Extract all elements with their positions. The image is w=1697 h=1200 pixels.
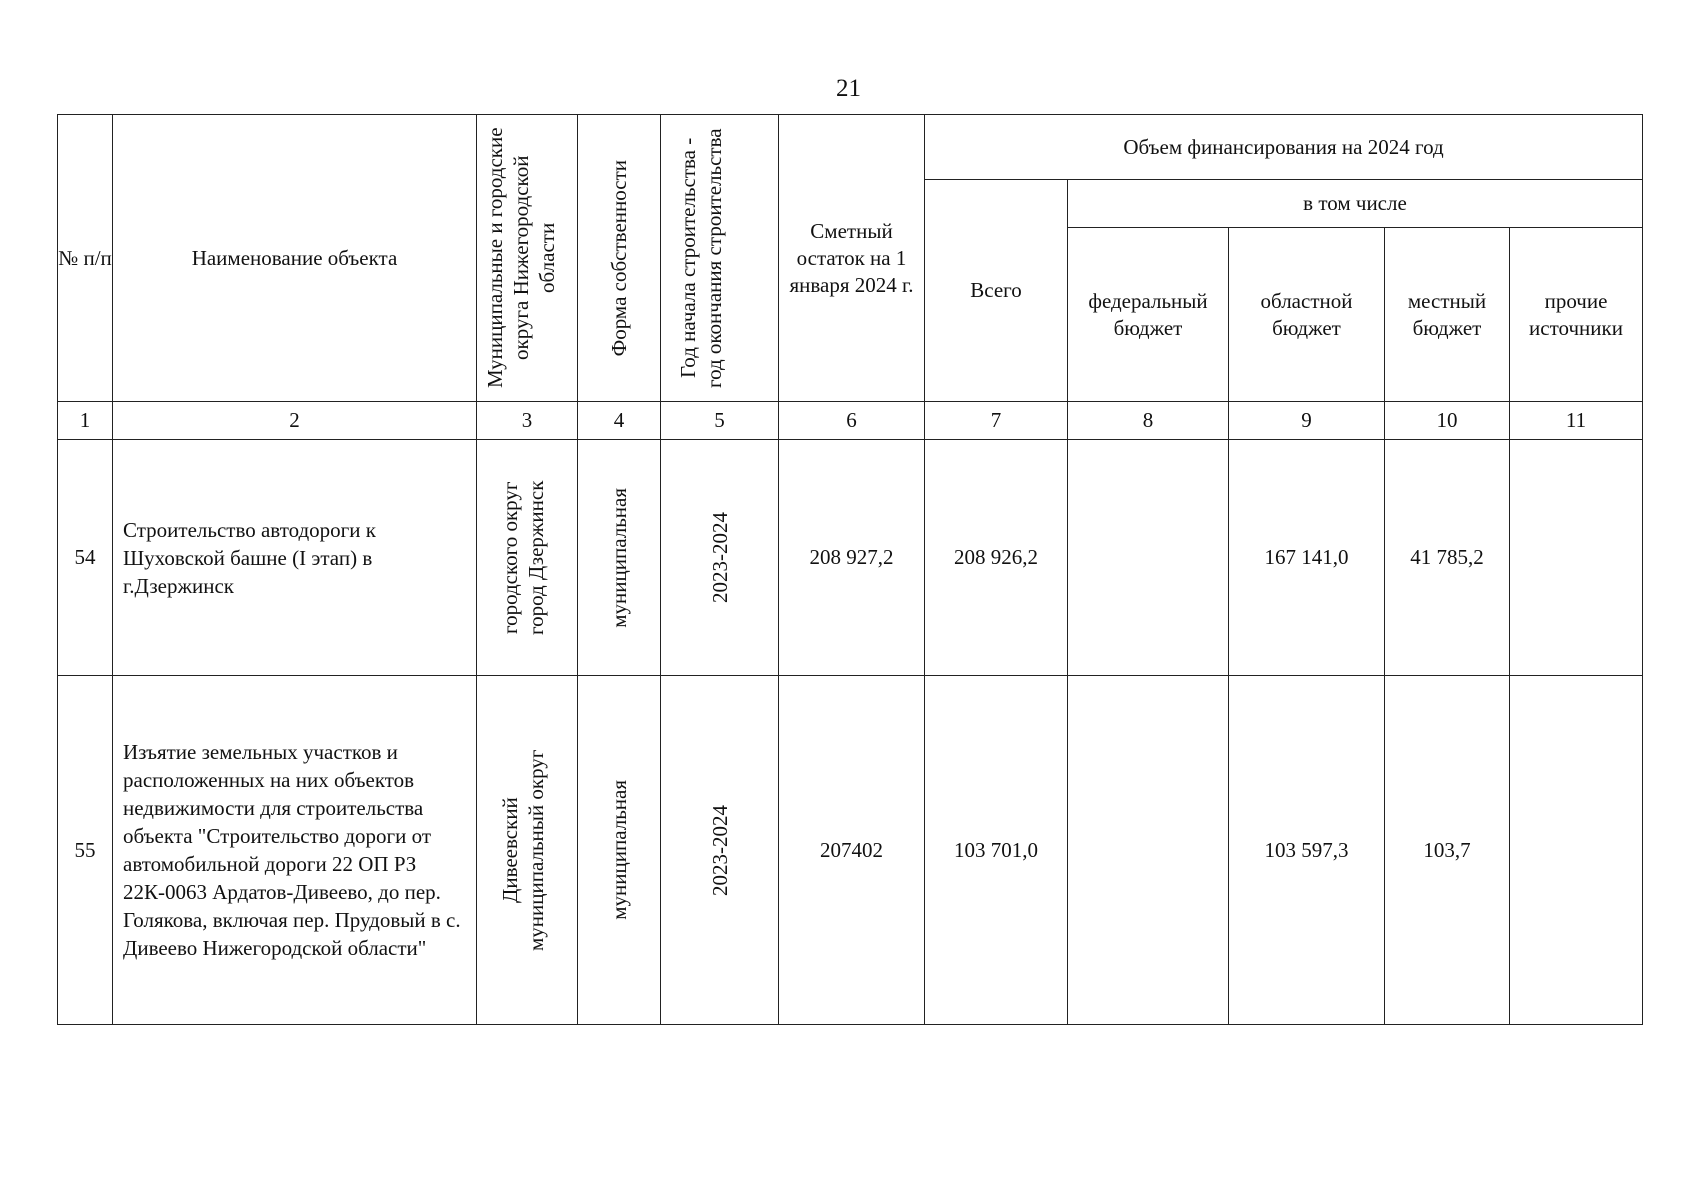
row-name: Строительство автодороги к Шуховской башне (I этап) в г.Дзержинск (113, 440, 477, 676)
row-ownership: муниципальная (578, 676, 661, 1025)
table-row (58, 676, 1643, 1025)
row-estimate: 208 927,2 (779, 440, 925, 676)
header-total: Всего (925, 180, 1068, 402)
column-number: 3 (477, 402, 578, 440)
row-regional: 167 141,0 (1229, 440, 1385, 676)
header-municipality: Муниципальные и городские округа Нижегородской области (477, 115, 578, 402)
header-ownership: Форма собственности (578, 115, 661, 402)
column-number: 1 (58, 402, 113, 440)
financing-table (57, 114, 1643, 1025)
row-num: 55 (58, 676, 113, 1025)
row-federal (1068, 440, 1229, 676)
column-number: 4 (578, 402, 661, 440)
header-financing: Объем финансирования на 2024 год (925, 115, 1643, 180)
row-ownership: муниципальная (578, 440, 661, 676)
header-name: Наименование объекта (113, 115, 477, 402)
row-other (1510, 440, 1643, 676)
row-name: Изъятие земельных участков и расположенных на них объектов недвижимости для строительства объекта "Строительство дороги от автомобильной дороги 22 ОП РЗ 22К-0063 Ардатов-Дивеево, до пер. Голякова, включая пер. Прудовый в с. Дивеево Нижегородской области" (113, 676, 477, 1025)
header-other: прочие источники (1510, 228, 1643, 402)
header-estimate: Сметный остаток на 1 января 2024 г. (779, 115, 925, 402)
row-local: 41 785,2 (1385, 440, 1510, 676)
header-including: в том числе (1068, 180, 1643, 228)
column-number: 5 (661, 402, 779, 440)
column-number: 7 (925, 402, 1068, 440)
header-federal: федеральный бюджет (1068, 228, 1229, 402)
row-local: 103,7 (1385, 676, 1510, 1025)
page-number: 21 (836, 75, 861, 102)
header-regional: областной бюджет (1229, 228, 1385, 402)
column-number: 10 (1385, 402, 1510, 440)
row-total: 103 701,0 (925, 676, 1068, 1025)
column-number: 9 (1229, 402, 1385, 440)
row-years: 2023-2024 (661, 440, 779, 676)
row-total: 208 926,2 (925, 440, 1068, 676)
row-regional: 103 597,3 (1229, 676, 1385, 1025)
row-num: 54 (58, 440, 113, 676)
header-num: № п/п (58, 115, 113, 402)
row-estimate: 207402 (779, 676, 925, 1025)
row-federal (1068, 676, 1229, 1025)
column-number: 6 (779, 402, 925, 440)
column-number: 2 (113, 402, 477, 440)
row-other (1510, 676, 1643, 1025)
header-local: местный бюджет (1385, 228, 1510, 402)
header-years: Год начала строительства - год окончания строительства (661, 115, 779, 402)
column-number-row (58, 402, 1643, 440)
column-number: 11 (1510, 402, 1643, 440)
row-municipality: Дивеевский муниципальный округ (477, 676, 578, 1025)
column-number: 8 (1068, 402, 1229, 440)
row-municipality: городского округ город Дзержинск (477, 440, 578, 676)
table-row (58, 440, 1643, 676)
row-years: 2023-2024 (661, 676, 779, 1025)
